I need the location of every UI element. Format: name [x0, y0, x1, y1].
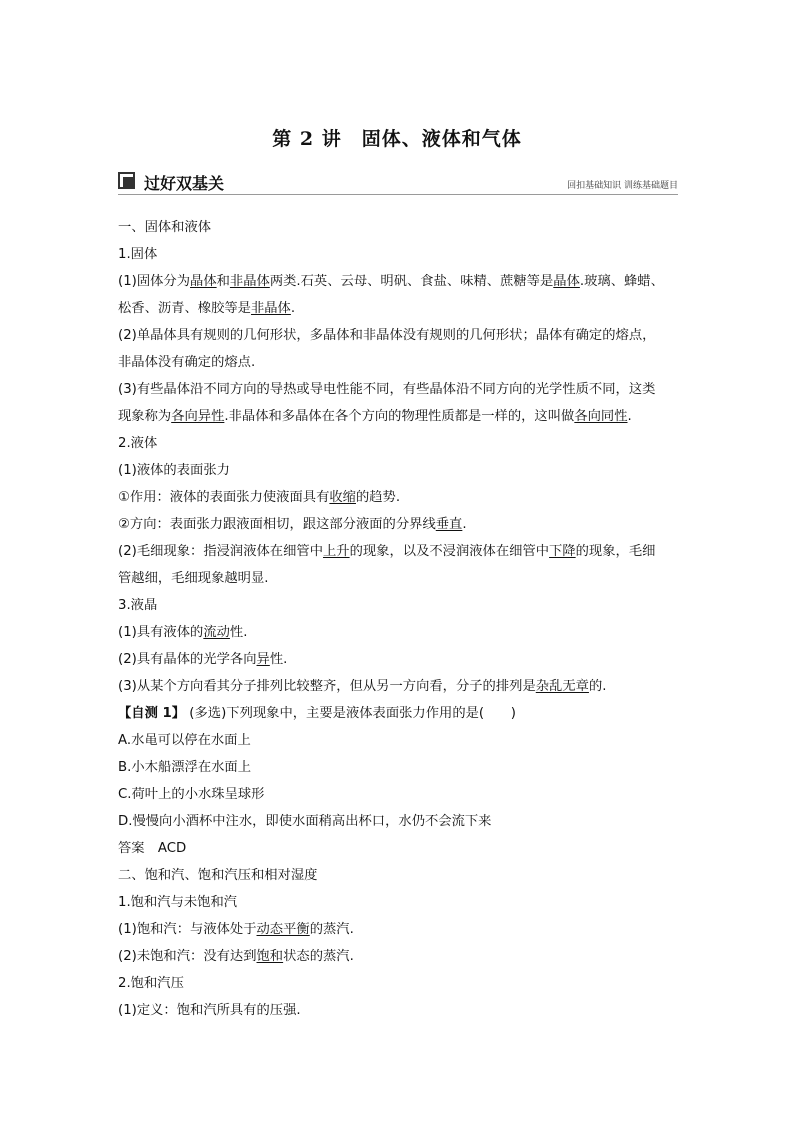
paragraph: ②方向：表面张力跟液面相切，跟这部分液面的分界线垂直.	[118, 517, 467, 532]
option-a: A.水黾可以停在水面上	[118, 733, 251, 748]
paragraph: (2)单晶体具有规则的几何形状，多晶体和非晶体没有规则的几何形状；晶体有确定的熔点， 非晶体没有确定的熔点.	[118, 328, 656, 370]
subsection-heading: 2.液体	[118, 436, 158, 451]
paragraph: (3)有些晶体沿不同方向的导热或导电性能不同，有些晶体沿不同方向的光学性质不同，这类 现象称为各向异性.非晶体和多晶体在各个方向的物理性质都是一样的，这叫做各向同性.	[118, 382, 656, 424]
paragraph: ①作用：液体的表面张力使液面具有收缩的趋势.	[118, 490, 401, 505]
banner-title: 过好双基关	[144, 174, 225, 193]
paragraph: (2)未饱和汽：没有达到饱和状态的蒸汽.	[118, 949, 354, 964]
paragraph: (1)固体分为晶体和非晶体两类.石英、云母、明矾、食盐、味精、蔗糖等是晶体.玻璃、蜂蜡、 松香、沥青、橡胶等是非晶体.	[118, 274, 664, 316]
banner-square-icon	[118, 172, 136, 190]
paragraph: (3)从某个方向看其分子排列比较整齐，但从另一方向看，分子的排列是杂乱无章的.	[118, 679, 607, 694]
fill-blank: 收缩	[329, 490, 356, 505]
fill-blank: 非晶体	[250, 301, 291, 316]
fill-blank: 各向异性	[171, 409, 225, 424]
fill-blank: 下降	[549, 544, 576, 559]
banner-subtitle: 回扣基础知识 训练基础题目	[567, 181, 678, 191]
fill-blank: 各向同性	[574, 409, 628, 424]
paragraph: (1)具有液体的流动性.	[118, 625, 248, 640]
paragraph: (1)饱和汽：与液体处于动态平衡的蒸汽.	[118, 922, 354, 937]
fill-blank: 晶体	[190, 274, 217, 289]
document-body	[118, 214, 680, 1024]
sub-heading: (1)液体的表面张力	[118, 463, 230, 478]
paragraph: (2)具有晶体的光学各向异性.	[118, 652, 288, 667]
fill-blank: 动态平衡	[256, 922, 310, 937]
subsection-heading: 3.液晶	[118, 598, 158, 613]
fill-blank: 杂乱无章	[535, 679, 589, 694]
option-c: C.荷叶上的小水珠呈球形	[118, 787, 265, 802]
fill-blank: 流动	[203, 625, 230, 640]
fill-blank: 晶体	[553, 274, 580, 289]
subsection-heading: 2.饱和汽压	[118, 976, 184, 991]
self-test-tag: 【自测 1】	[118, 706, 186, 721]
paragraph: (1)定义：饱和汽所具有的压强.	[118, 1003, 301, 1018]
subsection-heading: 1.饱和汽与未饱和汽	[118, 895, 238, 910]
section-heading: 一、固体和液体	[118, 220, 212, 235]
fill-blank: 上升	[323, 544, 350, 559]
fill-blank: 饱和	[256, 949, 284, 964]
section-banner	[118, 170, 678, 195]
fill-blank: 异	[256, 652, 270, 667]
option-d: D.慢慢向小酒杯中注水，即使水面稍高出杯口，水仍不会流下来	[118, 814, 492, 829]
paragraph: (2)毛细现象：指浸润液体在细管中上升的现象，以及不浸润液体在细管中下降的现象，毛细 管越细，毛细现象越明显.	[118, 544, 656, 586]
page-title: 第 2 讲 固体、液体和气体	[272, 128, 522, 150]
answer: 答案 ACD	[118, 841, 187, 856]
subsection-heading: 1.固体	[118, 247, 158, 262]
self-test-question: 【自测 1】 (多选)下列现象中，主要是液体表面张力作用的是( )	[118, 706, 516, 721]
fill-blank: 非晶体	[229, 274, 270, 289]
option-b: B.小木船漂浮在水面上	[118, 760, 252, 775]
section-heading: 二、饱和汽、饱和汽压和相对湿度	[118, 868, 318, 883]
fill-blank: 垂直	[435, 517, 463, 532]
